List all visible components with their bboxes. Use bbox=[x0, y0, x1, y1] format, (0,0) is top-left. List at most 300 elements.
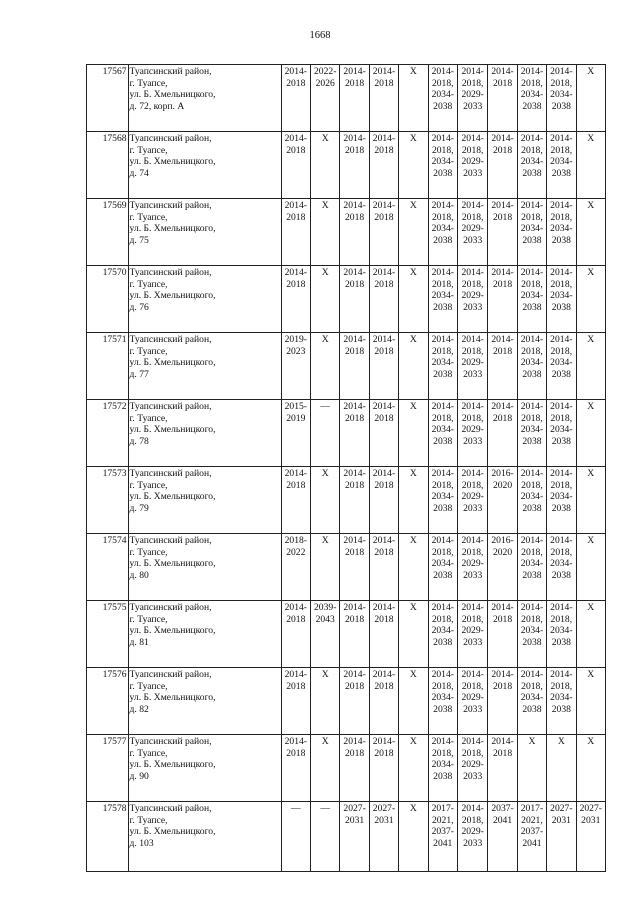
period-line: 2034- bbox=[431, 223, 454, 235]
period-cell bbox=[576, 132, 605, 199]
period-line: 2038 bbox=[522, 569, 542, 581]
period-cell bbox=[399, 400, 428, 467]
period-cell bbox=[517, 199, 546, 266]
period-line: 2014- bbox=[431, 66, 454, 77]
period-line: 2019- bbox=[284, 334, 307, 345]
period-cell bbox=[576, 266, 605, 333]
period-line: 2018 bbox=[492, 211, 513, 223]
period-line: 2014- bbox=[461, 334, 484, 345]
address-line: д. 77 bbox=[129, 368, 149, 380]
row-number: 17568 bbox=[87, 132, 129, 199]
period-line: 2034- bbox=[431, 290, 454, 302]
period-line: 2018, bbox=[461, 479, 484, 491]
period-cell bbox=[517, 467, 546, 534]
period-cell bbox=[547, 601, 576, 668]
period-cell bbox=[457, 199, 487, 266]
period-line: 2038 bbox=[433, 234, 453, 246]
period-line: 2014- bbox=[343, 267, 366, 278]
period-line: 2038 bbox=[522, 435, 542, 447]
table-row bbox=[87, 735, 606, 802]
period-line: 2014- bbox=[461, 267, 484, 278]
period-line: 2034- bbox=[550, 357, 573, 369]
address-line: Туапсинский район, bbox=[129, 602, 212, 613]
period-line: 2014- bbox=[284, 133, 307, 144]
period-cell bbox=[340, 601, 369, 668]
period-line: 2018- bbox=[284, 535, 307, 546]
period-line: 2018, bbox=[521, 546, 543, 558]
period-cell bbox=[488, 65, 517, 132]
period-cell bbox=[547, 668, 576, 735]
period-line: 2018, bbox=[550, 680, 573, 692]
period-line: 2029- bbox=[461, 759, 484, 771]
period-cell bbox=[369, 333, 398, 400]
period-line: 2041 bbox=[433, 837, 453, 849]
period-line: 2038 bbox=[522, 100, 542, 112]
period-line: 2014- bbox=[431, 669, 454, 680]
period-line: 2018, bbox=[461, 680, 484, 692]
address-line: г. Туапсе, bbox=[129, 278, 168, 290]
period-line: X bbox=[409, 267, 417, 278]
period-cell bbox=[517, 534, 546, 601]
period-line: 2033 bbox=[463, 703, 483, 715]
period-line: 2014- bbox=[550, 200, 573, 211]
row-number: 17577 bbox=[87, 735, 129, 802]
address-cell bbox=[128, 467, 281, 534]
period-line: 2014- bbox=[343, 200, 366, 211]
period-line: 2014- bbox=[520, 401, 544, 412]
period-line: 2017- bbox=[520, 803, 544, 814]
address-line: Туапсинский район, bbox=[129, 267, 212, 278]
period-cell bbox=[281, 802, 310, 872]
address-line: г. Туапсе, bbox=[129, 345, 168, 357]
period-line: 2018, bbox=[521, 345, 543, 357]
period-line: X bbox=[557, 736, 565, 747]
address-line: Туапсинский район, bbox=[129, 803, 212, 814]
period-line: X bbox=[409, 535, 417, 546]
period-line: 2014- bbox=[520, 66, 544, 77]
period-line: 2041 bbox=[522, 837, 542, 849]
period-line: 2014- bbox=[491, 669, 514, 680]
address-line: ул. Б. Хмельницкого, bbox=[129, 826, 216, 838]
period-line: 2014- bbox=[431, 602, 454, 613]
period-line: 2014- bbox=[431, 334, 454, 345]
address-line: Туапсинский район, bbox=[129, 66, 212, 77]
period-cell bbox=[311, 400, 340, 467]
period-line: 2014- bbox=[520, 468, 544, 479]
period-cell bbox=[311, 534, 340, 601]
period-cell bbox=[340, 132, 369, 199]
period-line: X bbox=[409, 803, 417, 814]
period-line: 2018, bbox=[431, 278, 454, 290]
page-number: 1668 bbox=[309, 30, 331, 41]
period-line: 2018 bbox=[492, 613, 513, 625]
period-cell bbox=[399, 534, 428, 601]
period-cell bbox=[399, 65, 428, 132]
period-cell bbox=[576, 400, 605, 467]
period-line: 2018, bbox=[521, 412, 543, 424]
period-cell bbox=[369, 735, 398, 802]
address-line: Туапсинский район, bbox=[129, 736, 212, 747]
period-cell bbox=[281, 601, 310, 668]
period-cell bbox=[457, 400, 487, 467]
period-line: — bbox=[320, 401, 330, 412]
period-line: 2018 bbox=[344, 412, 365, 424]
period-line: 2018, bbox=[431, 144, 454, 156]
period-cell bbox=[488, 534, 517, 601]
address-line: ул. Б. Хмельницкого, bbox=[129, 692, 216, 704]
period-line: X bbox=[587, 535, 595, 546]
period-line: X bbox=[409, 602, 417, 613]
period-cell bbox=[428, 400, 457, 467]
period-line: 2029- bbox=[461, 223, 484, 235]
period-line: X bbox=[409, 200, 417, 211]
period-line: 2038 bbox=[551, 703, 571, 715]
period-cell bbox=[488, 668, 517, 735]
period-cell bbox=[369, 266, 398, 333]
period-cell bbox=[457, 534, 487, 601]
period-cell bbox=[399, 735, 428, 802]
address-line: д. 76 bbox=[129, 301, 149, 313]
period-line: 2038 bbox=[433, 435, 453, 447]
period-line: 2034- bbox=[550, 625, 573, 637]
period-cell bbox=[488, 601, 517, 668]
period-cell bbox=[311, 65, 340, 132]
period-cell bbox=[517, 668, 546, 735]
period-cell bbox=[576, 65, 605, 132]
period-line: X bbox=[587, 334, 595, 345]
period-line: X bbox=[587, 200, 595, 211]
address-line: Туапсинский район, bbox=[129, 133, 212, 144]
period-line: 2016- bbox=[491, 468, 514, 479]
period-line: — bbox=[320, 803, 330, 814]
address-cell bbox=[128, 199, 281, 266]
period-line: X bbox=[409, 468, 417, 479]
period-line: 2018 bbox=[374, 546, 394, 558]
period-cell bbox=[340, 534, 369, 601]
period-line: X bbox=[587, 669, 595, 680]
period-line: 2033 bbox=[463, 234, 483, 246]
period-line: X bbox=[321, 334, 329, 345]
period-line: 2034- bbox=[550, 491, 573, 503]
period-cell bbox=[369, 802, 398, 872]
period-line: 2029- bbox=[461, 89, 484, 101]
period-line: 2038 bbox=[433, 167, 453, 179]
period-line: 2014- bbox=[550, 602, 573, 613]
period-line: 2018, bbox=[521, 278, 543, 290]
period-line: 2014- bbox=[372, 468, 396, 479]
period-line: 2015- bbox=[284, 401, 307, 412]
period-cell bbox=[457, 333, 487, 400]
period-line: X bbox=[587, 401, 595, 412]
period-line: 2018 bbox=[344, 613, 365, 625]
period-cell bbox=[399, 132, 428, 199]
period-line: 2018 bbox=[374, 211, 394, 223]
period-line: 2014- bbox=[343, 334, 366, 345]
address-line: Туапсинский район, bbox=[129, 401, 212, 412]
period-line: 2016- bbox=[491, 535, 514, 546]
period-line: 2018, bbox=[461, 211, 484, 223]
period-line: X bbox=[321, 669, 329, 680]
period-line: 2018, bbox=[521, 479, 543, 491]
period-line: 2018 bbox=[374, 278, 394, 290]
period-cell bbox=[517, 65, 546, 132]
period-line: 2014- bbox=[284, 468, 307, 479]
period-cell bbox=[428, 601, 457, 668]
period-cell bbox=[488, 333, 517, 400]
period-line: 2033 bbox=[463, 435, 483, 447]
period-line: 2038 bbox=[522, 636, 542, 648]
period-line: 2014- bbox=[550, 535, 573, 546]
period-cell bbox=[369, 668, 398, 735]
period-line: 2018, bbox=[431, 345, 454, 357]
period-cell bbox=[428, 802, 457, 872]
period-line: 2038 bbox=[522, 234, 542, 246]
period-line: 2014- bbox=[343, 401, 366, 412]
row-number: 17569 bbox=[87, 199, 129, 266]
address-line: Туапсинский район, bbox=[129, 200, 212, 211]
row-number: 17576 bbox=[87, 668, 129, 735]
period-line: 2018 bbox=[344, 77, 365, 89]
period-line: 2038 bbox=[433, 301, 453, 313]
period-cell bbox=[547, 802, 576, 872]
period-line: 2018, bbox=[431, 412, 454, 424]
period-line: 2038 bbox=[551, 636, 571, 648]
period-cell bbox=[281, 534, 310, 601]
period-line: 2018, bbox=[431, 680, 454, 692]
address-line: г. Туапсе, bbox=[129, 211, 168, 223]
period-line: 2031 bbox=[344, 814, 365, 826]
period-line: 2014- bbox=[461, 468, 484, 479]
period-line: X bbox=[409, 736, 417, 747]
period-line: 2034- bbox=[520, 290, 544, 302]
period-cell bbox=[457, 735, 487, 802]
period-line: 2014- bbox=[284, 267, 307, 278]
period-line: 2031 bbox=[551, 814, 571, 826]
period-line: 2014- bbox=[461, 200, 484, 211]
period-line: 2018 bbox=[286, 479, 306, 491]
period-cell bbox=[311, 735, 340, 802]
period-cell bbox=[311, 132, 340, 199]
period-line: 2014- bbox=[461, 602, 484, 613]
address-line: ул. Б. Хмельницкого, bbox=[129, 156, 216, 168]
period-line: 2018 bbox=[344, 546, 365, 558]
period-line: 2014- bbox=[372, 133, 396, 144]
period-line: 2014- bbox=[372, 602, 396, 613]
period-line: 2018, bbox=[550, 144, 573, 156]
period-line: 2038 bbox=[522, 167, 542, 179]
period-line: 2014- bbox=[284, 200, 307, 211]
row-number: 17575 bbox=[87, 601, 129, 668]
period-line: 2018 bbox=[492, 412, 513, 424]
period-line: 2034- bbox=[520, 223, 544, 235]
period-line: 2022 bbox=[286, 546, 306, 558]
period-line: 2034- bbox=[431, 759, 454, 771]
period-line: 2026 bbox=[315, 77, 335, 89]
period-line: 2018, bbox=[550, 77, 573, 89]
period-cell bbox=[311, 601, 340, 668]
period-line: 2033 bbox=[463, 167, 483, 179]
period-line: 2018 bbox=[344, 278, 365, 290]
period-line: 2014- bbox=[372, 200, 396, 211]
period-line: 2031 bbox=[581, 814, 601, 826]
period-line: 2014- bbox=[284, 669, 307, 680]
period-line: 2014- bbox=[431, 468, 454, 479]
period-line: 2014- bbox=[550, 66, 573, 77]
period-cell bbox=[399, 266, 428, 333]
period-line: 2038 bbox=[433, 703, 453, 715]
address-line: д. 74 bbox=[129, 167, 149, 179]
period-line: 2018, bbox=[461, 77, 484, 89]
period-line: 2023 bbox=[286, 345, 306, 357]
period-line: 2038 bbox=[433, 100, 453, 112]
address-line: Туапсинский район, bbox=[129, 669, 212, 680]
address-line: ул. Б. Хмельницкого, bbox=[129, 89, 216, 101]
period-cell bbox=[369, 199, 398, 266]
period-line: 2018, bbox=[521, 144, 543, 156]
period-cell bbox=[281, 400, 310, 467]
period-cell bbox=[311, 802, 340, 872]
period-line: 2018, bbox=[461, 814, 484, 826]
period-cell bbox=[340, 668, 369, 735]
period-cell bbox=[369, 65, 398, 132]
period-line: 2014- bbox=[550, 468, 573, 479]
period-line: X bbox=[587, 66, 595, 77]
period-line: 2018, bbox=[431, 77, 454, 89]
period-line: 2029- bbox=[461, 357, 484, 369]
period-line: 2038 bbox=[522, 301, 542, 313]
period-line: 2014- bbox=[431, 267, 454, 278]
period-line: 2014- bbox=[491, 602, 514, 613]
period-cell bbox=[369, 534, 398, 601]
period-line: 2014- bbox=[372, 669, 396, 680]
period-line: X bbox=[321, 133, 329, 144]
period-cell bbox=[311, 467, 340, 534]
period-line: 2018 bbox=[374, 613, 394, 625]
period-line: X bbox=[528, 736, 536, 747]
period-line: 2014- bbox=[431, 401, 454, 412]
period-cell bbox=[488, 735, 517, 802]
period-line: 2014- bbox=[461, 669, 484, 680]
period-line: 2034- bbox=[520, 625, 544, 637]
period-cell bbox=[281, 333, 310, 400]
period-line: 2033 bbox=[463, 636, 483, 648]
period-line: 2038 bbox=[551, 100, 571, 112]
period-line: 2014- bbox=[550, 334, 573, 345]
period-line: 2014- bbox=[372, 334, 396, 345]
period-line: 2014- bbox=[550, 669, 573, 680]
period-line: 2018 bbox=[344, 144, 365, 156]
period-cell bbox=[576, 601, 605, 668]
period-line: 2018 bbox=[492, 144, 513, 156]
period-cell bbox=[428, 467, 457, 534]
period-line: 2014- bbox=[343, 66, 366, 77]
address-cell bbox=[128, 735, 281, 802]
period-cell bbox=[399, 601, 428, 668]
period-cell bbox=[428, 132, 457, 199]
address-cell bbox=[128, 802, 281, 872]
address-line: ул. Б. Хмельницкого, bbox=[129, 290, 216, 302]
period-cell bbox=[488, 802, 517, 872]
table-row bbox=[87, 668, 606, 735]
period-cell bbox=[399, 467, 428, 534]
period-line: 2014- bbox=[520, 535, 544, 546]
period-line: X bbox=[587, 267, 595, 278]
period-line: 2018, bbox=[461, 412, 484, 424]
period-line: 2038 bbox=[551, 502, 571, 514]
period-cell bbox=[281, 668, 310, 735]
period-line: 2038 bbox=[551, 435, 571, 447]
period-line: 2014- bbox=[343, 736, 366, 747]
period-line: 2018 bbox=[286, 747, 306, 759]
address-line: д. 80 bbox=[129, 569, 149, 581]
period-cell bbox=[488, 132, 517, 199]
address-line: ул. Б. Хмельницкого, bbox=[129, 759, 216, 771]
period-line: 2018, bbox=[521, 211, 543, 223]
period-line: 2020 bbox=[492, 479, 513, 491]
period-line: 2018 bbox=[492, 278, 513, 290]
row-number: 17574 bbox=[87, 534, 129, 601]
period-line: 2029- bbox=[461, 156, 484, 168]
period-line: 2014- bbox=[284, 736, 307, 747]
address-cell bbox=[128, 132, 281, 199]
period-line: 2018 bbox=[374, 479, 394, 491]
period-cell bbox=[340, 735, 369, 802]
table-row bbox=[87, 467, 606, 534]
row-number: 17567 bbox=[87, 65, 129, 132]
period-cell bbox=[340, 65, 369, 132]
period-line: 2014- bbox=[431, 736, 454, 747]
period-cell bbox=[457, 668, 487, 735]
period-line: 2014- bbox=[372, 267, 396, 278]
period-line: 2018 bbox=[286, 211, 306, 223]
period-cell bbox=[428, 266, 457, 333]
period-line: X bbox=[321, 267, 329, 278]
address-cell bbox=[128, 333, 281, 400]
address-line: г. Туапсе, bbox=[129, 412, 168, 424]
period-line: 2020 bbox=[492, 546, 513, 558]
table-row bbox=[87, 802, 606, 872]
period-line: 2021, bbox=[521, 814, 543, 826]
period-line: 2029- bbox=[461, 625, 484, 637]
period-line: 2018, bbox=[461, 613, 484, 625]
period-cell bbox=[576, 199, 605, 266]
period-cell bbox=[311, 668, 340, 735]
period-cell bbox=[576, 534, 605, 601]
period-line: X bbox=[409, 401, 417, 412]
period-cell bbox=[547, 467, 576, 534]
period-line: 2018 bbox=[286, 613, 306, 625]
address-line: г. Туапсе, bbox=[129, 613, 168, 625]
period-cell bbox=[281, 266, 310, 333]
period-line: 2038 bbox=[433, 368, 453, 380]
address-line: д. 82 bbox=[129, 703, 149, 715]
period-line: 2014- bbox=[491, 133, 514, 144]
period-line: 2018 bbox=[492, 747, 513, 759]
period-line: 2027- bbox=[372, 803, 396, 814]
period-line: 2033 bbox=[463, 502, 483, 514]
period-line: 2014- bbox=[520, 200, 544, 211]
period-line: 2022- bbox=[314, 66, 337, 77]
period-cell bbox=[369, 400, 398, 467]
table-row bbox=[87, 266, 606, 333]
period-cell bbox=[340, 199, 369, 266]
row-number: 17572 bbox=[87, 400, 129, 467]
period-line: 2037- bbox=[491, 803, 514, 814]
period-line: 2029- bbox=[461, 558, 484, 570]
period-line: X bbox=[321, 468, 329, 479]
period-line: 2014- bbox=[461, 401, 484, 412]
address-line: Туапсинский район, bbox=[129, 535, 212, 546]
